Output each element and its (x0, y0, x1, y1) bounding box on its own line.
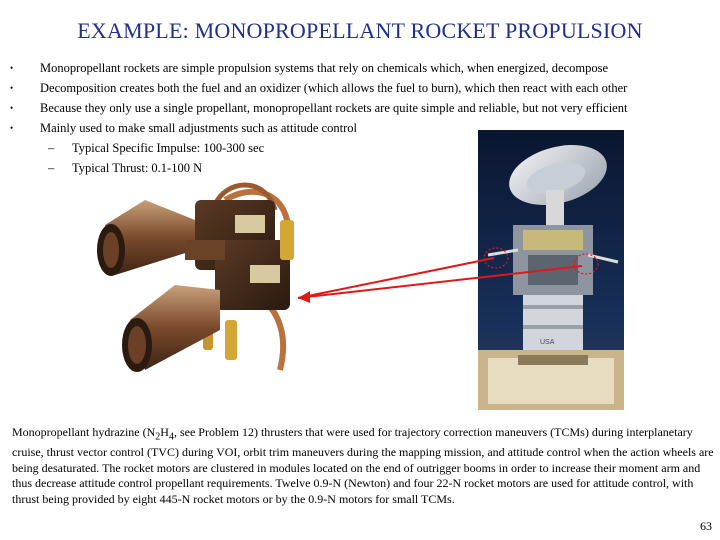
bullet-text: Mainly used to make small adjustments such as attitude control (40, 121, 357, 135)
page-number: 63 (700, 519, 712, 533)
spacecraft-label: USA (540, 339, 555, 346)
caption-text-h: H (160, 425, 169, 439)
caption-text-start: Monopropellant hydrazine (N (12, 425, 156, 439)
bullet-dot: • (10, 83, 14, 93)
caption-paragraph (12, 425, 714, 507)
bullet-dot: • (10, 103, 14, 113)
sub-bullet-text: Typical Specific Impulse: 100-300 sec (72, 141, 265, 155)
bullet-dot: • (10, 123, 14, 133)
caption-subscript-2: 2 (155, 431, 161, 443)
sub-bullet-dash: – (48, 161, 55, 175)
sub-bullet-text: Typical Thrust: 0.1-100 N (72, 161, 203, 175)
bullet-text: Because they only use a single propellant, monopropellant rockets are quite simple and reliable, but not very efficient (40, 101, 628, 115)
bullet-text: Monopropellant rockets are simple propulsion systems that rely on chemicals which, when energized, decompose (40, 61, 609, 75)
caption-subscript-4: 4 (168, 431, 174, 443)
bullet-text: Decomposition creates both the fuel and an oxidizer (which allows the fuel to burn), which then react with each other (40, 81, 628, 95)
caption-text-rest: , see Problem 12) thrusters that were used for trajectory correction maneuvers (TCMs) during interplanetary cruise, thrust vector control (TVC) during VOI, orbit trim maneuvers during the mapping mission, and attitude control when the action wheels are being desaturated. The rocket motors are clustered in modules located on the end of outrigger booms in order to increase their moment arm and thus decrease attitude control propellant requirements. Twelve 0.9-N (Newton) and four 22-N rocket motors are used for attitude control, with thrust being provided by eight 445-N rocket motors or by the 0.9-N motors for small TCMs. (12, 425, 714, 506)
bullet-dot: • (10, 63, 14, 73)
slide-title: EXAMPLE: MONOPROPELLANT ROCKET PROPULSION (77, 18, 643, 43)
sub-bullet-dash: – (48, 141, 55, 155)
